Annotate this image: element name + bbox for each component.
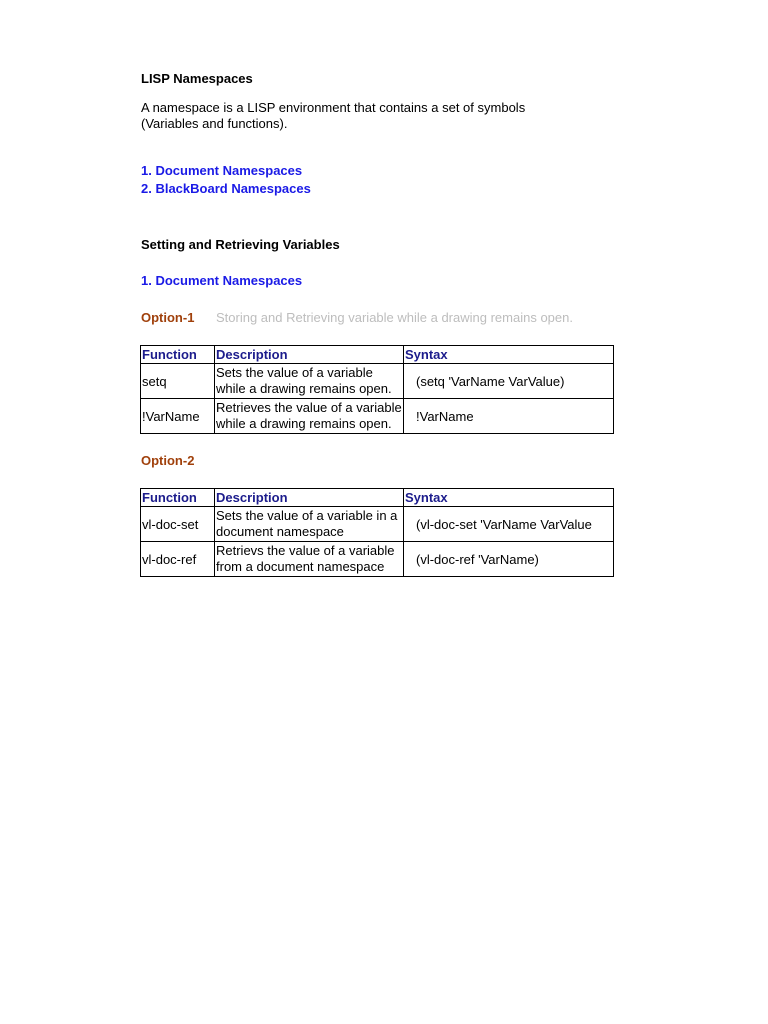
option-2-label: Option-2 <box>141 453 195 468</box>
table-row <box>141 507 614 542</box>
link-document-namespaces[interactable]: 1. Document Namespaces <box>141 163 303 178</box>
table-row <box>141 542 614 577</box>
option-1-label: Option-1 <box>141 310 195 325</box>
table-option-1 <box>140 345 614 434</box>
header-syntax: Syntax <box>404 346 614 364</box>
table-row <box>141 364 614 399</box>
cell-description: Retrieves the value of a variable while a drawing remains open. <box>215 399 404 434</box>
table-option-2 <box>140 488 614 577</box>
link-blackboard-namespaces[interactable]: 2. BlackBoard Namespaces <box>141 181 311 196</box>
cell-description: Sets the value of a variable while a drawing remains open. <box>215 364 404 399</box>
option-1-description: Storing and Retrieving variable while a drawing remains open. <box>216 310 573 325</box>
cell-syntax: (vl-doc-set 'VarName VarValue <box>404 507 614 542</box>
cell-syntax: !VarName <box>404 399 614 434</box>
cell-function: vl-doc-set <box>141 507 215 542</box>
cell-syntax: (vl-doc-ref 'VarName) <box>404 542 614 577</box>
intro-line-1: A namespace is a LISP environment that contains a set of symbols <box>141 100 526 115</box>
intro-line-2: (Variables and functions). <box>141 116 288 131</box>
cell-syntax: (setq 'VarName VarValue) <box>404 364 614 399</box>
cell-description: Retrievs the value of a variable from a document namespace <box>215 542 404 577</box>
header-function: Function <box>141 489 215 507</box>
cell-function: vl-doc-ref <box>141 542 215 577</box>
header-syntax: Syntax <box>404 489 614 507</box>
table-header-row <box>141 346 614 364</box>
cell-description: Sets the value of a variable in a document namespace <box>215 507 404 542</box>
table-header-row <box>141 489 614 507</box>
page-title: LISP Namespaces <box>141 71 253 86</box>
cell-function: !VarName <box>141 399 215 434</box>
intro-paragraph <box>141 100 525 132</box>
cell-function: setq <box>141 364 215 399</box>
section-heading: Setting and Retrieving Variables <box>141 237 340 252</box>
table-row <box>141 399 614 434</box>
subsection-heading: 1. Document Namespaces <box>141 273 303 288</box>
header-description: Description <box>215 489 404 507</box>
header-description: Description <box>215 346 404 364</box>
header-function: Function <box>141 346 215 364</box>
